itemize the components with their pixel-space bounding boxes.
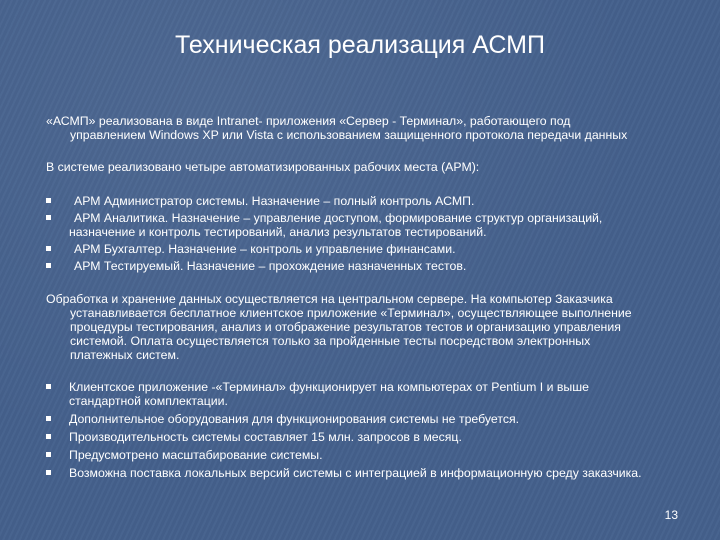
list-item (46, 242, 706, 256)
list-item (46, 380, 718, 408)
list-item-text: Возможна поставка локальных версий системы с интеграцией в информационную среду заказчика. (69, 466, 642, 480)
list-item-text: Клиентское приложение -«Терминал» функционирует на компьютерах от Pentium I и выше (69, 380, 589, 394)
list-item (46, 448, 718, 462)
features-list (46, 380, 718, 480)
square-bullet-icon (46, 198, 51, 203)
list-item (46, 259, 706, 273)
list-item-text: Производительность системы составляет 15 млн. запросов в месяц. (69, 430, 462, 444)
list-item-text: АРМ Администратор системы. Назначение – полный контроль АСМП. (74, 194, 475, 208)
list-item (46, 430, 718, 444)
workstations-heading: В системе реализовано четыре автоматизированных рабочих места (АРМ): (46, 160, 480, 174)
square-bullet-icon (46, 434, 51, 439)
processing-line-3: процедуры тестирования, анализ и отображение результатов тестов и организацию управления (70, 320, 621, 334)
list-item-text: Дополнительное оборудования для функционирования системы не требуется. (69, 412, 520, 426)
list-item (46, 194, 706, 208)
workstations-list (46, 194, 706, 273)
list-item-text: назначение и контроль тестирований, анализ результатов тестирований. (69, 225, 487, 239)
processing-paragraph (46, 292, 716, 362)
processing-line-1: Обработка и хранение данных осуществляется на центральном сервере. На компьютер Заказчика (46, 292, 613, 306)
square-bullet-icon (46, 384, 51, 389)
list-item-text: АРМ Аналитика. Назначение – управление доступом, формирование структур организаций, (74, 211, 603, 225)
list-item-text: АРМ Тестируемый. Назначение – прохождение назначенных тестов. (74, 259, 467, 273)
intro-line-1: «АСМП» реализована в виде Intranet- приложения «Сервер - Терминал», работающего под (46, 114, 571, 128)
list-item-text: стандартной комплектации. (69, 394, 228, 408)
list-item (46, 466, 718, 480)
square-bullet-icon (46, 452, 51, 457)
square-bullet-icon (46, 263, 51, 268)
square-bullet-icon (46, 215, 51, 220)
square-bullet-icon (46, 246, 51, 251)
slide-title: Техническая реализация АСМП (175, 31, 545, 59)
intro-line-2: управлением Windows XP или Vista с использованием защищенного протокола передачи данных (70, 128, 628, 142)
square-bullet-icon (46, 470, 51, 475)
square-bullet-icon (46, 416, 51, 421)
processing-line-5: платежных систем. (70, 348, 180, 362)
list-item-text: Предусмотрено масштабирование системы. (69, 448, 323, 462)
list-item (46, 211, 706, 239)
processing-line-2: устанавливается бесплатное клиентское приложение «Терминал», осуществляющее выполнение (70, 306, 632, 320)
list-item-text: АРМ Бухгалтер. Назначение – контроль и управление финансами. (74, 242, 456, 256)
list-item (46, 412, 718, 426)
intro-paragraph (46, 114, 706, 142)
processing-line-4: системой. Оплата осуществляется только за пройденные тесты посредством электронных (70, 334, 591, 348)
page-number: 13 (664, 508, 678, 522)
